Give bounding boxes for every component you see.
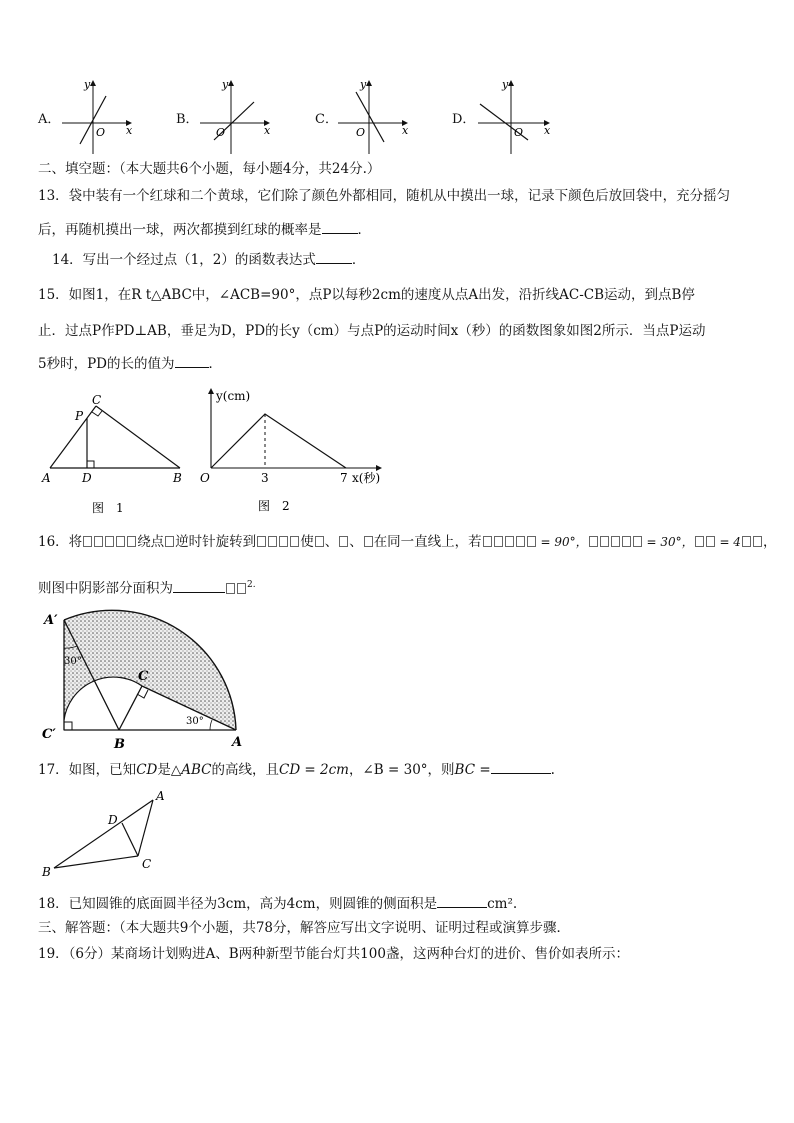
q17-part3: 的高线，且 [211,762,279,778]
missing-glyph [116,536,125,547]
q15-end: ． [208,356,222,372]
fig2-xlabel: x(秒) [352,471,381,485]
missing-glyph [237,583,246,594]
q16-unit: 2. [247,580,256,590]
d-x-label: x [544,124,551,137]
option-b-label: B． [176,112,199,127]
q17-abc: △ABC [170,762,212,778]
q16-line1 [38,533,776,551]
fig1-label-b: B [173,471,182,485]
a-y-label: y [84,78,91,91]
missing-glyph [279,536,288,547]
q18-unit: cm². [487,896,518,912]
q13-answer-blank[interactable] [322,220,358,234]
q16-part1: 16．将 [38,534,83,550]
q17-eq1: CD = 2cm [278,762,349,778]
q15-answer-blank[interactable] [175,354,209,368]
q17-part1: 17．如图，已知 [38,762,137,778]
fig1-caption: 图 1 [92,501,124,515]
q17-line [38,760,555,779]
q17-eq3: BC = [454,762,491,778]
q13-line2 [38,220,371,239]
fig2-caption: 图 2 [258,499,290,513]
missing-glyph [94,536,103,547]
q16-answer-blank[interactable] [173,579,225,593]
figure-4-triangle [38,788,178,880]
q16-part6: 、 [349,534,363,550]
q14-end: ． [351,252,366,268]
section-2-heading: 二、填空题：（本大题共6个小题，每小题4分，共24分.） [38,161,381,177]
q16-part5: 、 [324,534,339,550]
q17-part4: ，则 [427,762,455,778]
q14-text: 14．写出一个经过点（1，2）的函数表达式 [52,252,316,268]
option-c-label: C． [315,112,338,127]
section-3-heading: 三、解答题：（本大题共9个小题，共78分，解答应写出文字说明、证明过程或演算步骤． [38,920,571,936]
q15-line1: 15．如图1，在R t△ABC中，∠ACB=90°，点P以每秒2cm的速度从点A出发，沿折线AC-CB运动，到点B停 [38,287,695,303]
fig3-angle-top: 30° [64,656,82,667]
missing-glyph [483,536,492,547]
fig2-tick-3: 3 [261,471,269,485]
missing-glyph [706,536,715,547]
b-y-label: y [222,78,229,91]
q13-text: 后，再随机摸出一球，两次都摸到红球的概率是 [38,222,322,238]
options-row [0,78,794,158]
b-x-label: x [264,124,271,137]
fig3-angle-bottom: 30° [186,716,204,727]
missing-glyph [753,536,762,547]
missing-glyph [494,536,503,547]
q17-answer-blank[interactable] [491,760,551,774]
fig3-label-a-prime: A′ [44,613,58,628]
option-c-graph [334,78,414,156]
c-y-label: y [360,78,367,91]
fig3-label-c: C [138,669,149,684]
q17-end: . [550,762,555,778]
a-origin: O [96,126,106,139]
q15-line3 [38,354,222,373]
q14-line [52,250,365,269]
missing-glyph [695,536,704,547]
d-y-label: y [502,78,509,91]
q15-line2: 止．过点P作PD⊥AB，垂足为D，PD的长y（cm）与点P的运动时间x（秒）的函数图象如图2所示．当点P运动 [38,323,706,339]
fig2-tick-7: 7 [340,471,348,485]
fig3-label-c-prime: C′ [42,727,56,742]
fig4-label-a: A [156,789,165,803]
missing-glyph [633,536,642,547]
q16-part4: 使 [300,534,314,550]
missing-glyph [505,536,514,547]
q16-eq1: = 90°， [536,535,588,549]
fig2-origin: O [200,471,210,485]
missing-glyph [600,536,609,547]
q16-part7: 在同一直线上，若 [373,534,482,550]
q17-cd: CD [136,762,158,778]
q18-line [38,894,517,913]
d-origin: O [514,126,524,139]
fig3-label-a: A [232,735,243,750]
figure-2-graph [194,384,394,518]
missing-glyph [290,536,299,547]
q16-line2 [38,576,256,598]
missing-glyph [268,536,277,547]
missing-glyph [527,536,536,547]
figure-3-rotation [40,608,250,758]
fig4-label-b: B [42,865,51,879]
q16-eq3: = 4 [715,535,741,549]
a-x-label: x [126,124,133,137]
fig1-label-a: A [42,471,51,485]
q16-part8: ， [762,534,777,550]
missing-glyph [105,536,114,547]
missing-glyph [742,536,751,547]
fig1-label-c: C [92,393,102,407]
q18-answer-blank[interactable] [437,894,487,908]
q16-part2: 绕点 [137,534,165,550]
missing-glyph [315,536,324,547]
option-a-graph [58,78,138,156]
missing-glyph [611,536,620,547]
option-a-label: A． [38,112,61,127]
q17-eq2: ∠B = 30° [362,762,428,778]
c-origin: O [356,126,366,139]
fig4-label-d: D [108,813,118,827]
q14-answer-blank[interactable] [316,250,352,264]
option-b-graph [196,78,276,156]
fig1-label-p: P [75,409,84,423]
q17-part2: 是 [157,762,171,778]
missing-glyph [165,536,174,547]
missing-glyph [257,536,266,547]
missing-glyph [622,536,631,547]
missing-glyph [516,536,525,547]
q16-part3: 逆时针旋转到 [175,534,257,550]
missing-glyph [83,536,92,547]
missing-glyph [589,536,598,547]
missing-glyph [364,536,373,547]
option-d-label: D． [452,112,476,127]
q15-text: 5秒时，PD的长的值为 [38,356,175,372]
fig2-ylabel: y(cm) [216,389,251,403]
q13-line1: 13．袋中装有一个红球和二个黄球，它们除了颜色外都相同，随机从中摸出一球，记录下颜色后放回袋中，充分摇匀 [38,188,731,204]
figure-1-triangle [36,386,196,518]
q18-text: 18．已知圆锥的底面圆半径为3cm，高为4cm，则圆锥的侧面积是 [38,896,438,912]
q19-line: 19．（6分）某商场计划购进A、B两种新型节能台灯共100盏，这两种台灯的进价、售价如表所示： [38,946,629,962]
b-origin: O [216,126,226,139]
q17-sep: ， [348,762,363,778]
option-d-graph [474,78,556,156]
missing-glyph [127,536,136,547]
fig3-label-b: B [114,737,125,752]
missing-glyph [339,536,348,547]
missing-glyph [226,583,235,594]
c-x-label: x [402,124,409,137]
fig1-label-d: D [82,471,92,485]
fig4-label-c: C [142,857,152,871]
q13-end: ． [357,222,371,238]
q16-eq2: = 30°， [642,535,694,549]
q16-text2: 则图中阴影部分面积为 [38,580,173,597]
